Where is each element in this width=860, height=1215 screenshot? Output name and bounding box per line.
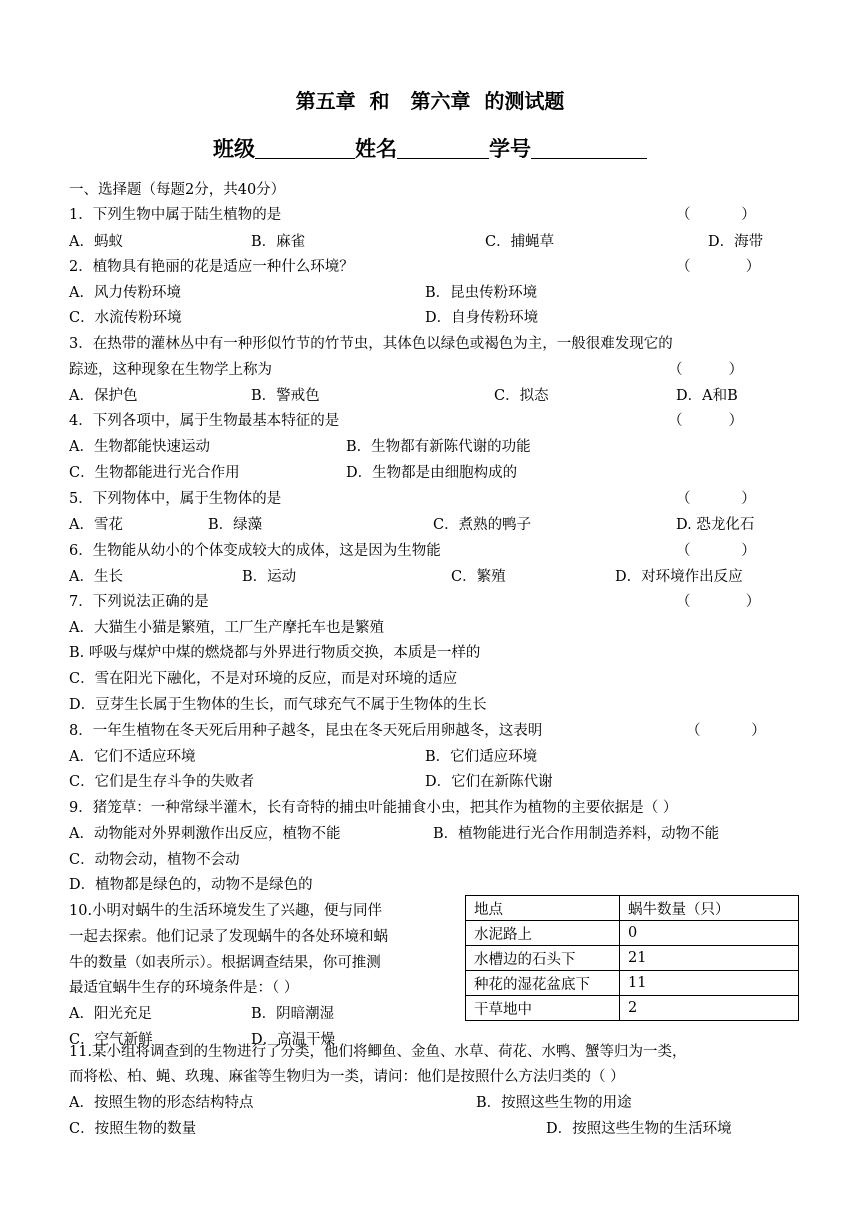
question-5-option-a: A．雪花	[69, 517, 123, 533]
question-5-option-b: B．绿藻	[208, 517, 263, 533]
question-9-text: 9．猪笼草：一种常绿半灌木，长有奇特的捕虫叶能捕食小虫，把其作为植物的主要依据是（ ）	[69, 800, 678, 816]
question-4-option-c: C．生物都能进行光合作用	[69, 465, 240, 481]
table-cell-location: 种花的湿花盆底下	[466, 971, 620, 996]
question-7-option-a: A．大猫生小猫是繁殖，工厂生产摩托车也是繁殖	[69, 620, 384, 636]
table-row	[466, 946, 799, 971]
page-title: 第五章 和 第六章 的测试题	[295, 89, 565, 113]
question-8-option-d: D．它们在新陈代谢	[425, 774, 553, 790]
question-1-text: 1．下列生物中属于陆生植物的是	[69, 207, 282, 223]
question-2-option-d: D．自身传粉环境	[425, 310, 539, 326]
question-10-option-a: A．阳光充足	[69, 1006, 152, 1022]
id-label: 学号	[489, 137, 531, 161]
student-info-line	[0, 133, 860, 163]
question-2-text: 2．植物具有艳丽的花是适应一种什么环境？	[69, 259, 354, 275]
id-blank[interactable]	[531, 136, 647, 159]
question-7-option-d: D．豆芽生长属于生物体的生长，而气球充气不属于生物体的生长	[69, 697, 487, 713]
question-1-answer[interactable]: （ ）	[676, 207, 756, 223]
table-header-row	[466, 896, 799, 921]
question-2-option-b: B．昆虫传粉环境	[425, 285, 538, 301]
question-1-option-d: D．海带	[708, 234, 764, 250]
class-blank[interactable]	[255, 136, 355, 159]
question-10-option-d: D．高温干燥	[251, 1032, 336, 1048]
question-8-option-a: A．它们不适应环境	[69, 749, 196, 765]
question-10-option-b: B．阴暗潮湿	[251, 1006, 335, 1022]
question-5-text: 5．下列物体中，属于生物体的是	[69, 491, 282, 507]
question-5-option-c: C．煮熟的鸭子	[433, 517, 532, 533]
question-7-option-b: B. 呼吸与煤炉中煤的燃烧都与外界进行物质交换，本质是一样的	[69, 645, 481, 661]
table-cell-count: 0	[620, 921, 799, 946]
question-4-option-d: D．生物都是由细胞构成的	[346, 465, 518, 481]
question-6-option-c: C．繁殖	[451, 569, 506, 585]
question-6-option-b: B．运动	[242, 569, 297, 585]
table-header-location: 地点	[466, 896, 620, 921]
table-row	[466, 921, 799, 946]
section-heading: 一、选择题（每题2分，共40分）	[69, 182, 286, 198]
question-2-answer[interactable]: （ ）	[676, 259, 761, 275]
question-11-option-c: C．按照生物的数量	[69, 1121, 197, 1137]
question-10-option-c: C．空气新鲜	[69, 1032, 153, 1048]
table-cell-count: 11	[620, 971, 799, 996]
question-11-text-line-2: 而将松、柏、蝇、玖瑰、麻雀等生物归为一类，请问：他们是按照什么方法归类的（ ）	[69, 1069, 625, 1085]
question-11-text-line-1: 11.某小组将调查到的生物进行了分类，他们将鲫鱼、金鱼、水草、荷花、水鸭、蟹等归为一类，	[69, 1044, 687, 1060]
class-label: 班级	[213, 137, 255, 161]
question-6-text: 6．生物能从幼小的个体变成较大的成体，这是因为生物能	[69, 543, 441, 559]
question-4-answer[interactable]: （ ）	[668, 413, 744, 429]
question-9-option-b: B．植物能进行光合作用制造养料，动物不能	[433, 826, 720, 842]
question-6-option-a: A．生长	[69, 569, 123, 585]
question-8-text: 8．一年生植物在冬天死后用种子越冬，昆虫在冬天死后用卵越冬，这表明	[69, 723, 543, 739]
question-1-option-a: A．蚂蚁	[69, 234, 123, 250]
question-9-option-a: A．动物能对外界刺激作出反应，植物不能	[69, 826, 341, 842]
question-2-option-a: A．风力传粉环境	[69, 285, 181, 301]
question-11-option-b: B．按照这些生物的用途	[476, 1095, 632, 1111]
table-cell-location: 干草地中	[466, 996, 620, 1021]
question-8-option-b: B．它们适应环境	[425, 749, 538, 765]
question-5-answer[interactable]: （ ）	[676, 491, 756, 507]
name-blank[interactable]	[397, 136, 489, 159]
question-4-text: 4．下列各项中，属于生物最基本特征的是	[69, 413, 340, 429]
question-1-option-c: C．捕蝇草	[485, 234, 555, 250]
question-10-text-line-3: 牛的数量（如表所示）。根据调查结果，你可推测	[69, 955, 381, 971]
question-3-option-b: B．警戒色	[251, 388, 320, 404]
question-9-option-c: C．动物会动，植物不会动	[69, 852, 240, 868]
question-5-option-d: D. 恐龙化石	[676, 517, 755, 533]
question-9-option-d: D．植物都是绿色的，动物不是绿色的	[69, 877, 313, 893]
table-cell-count: 21	[620, 946, 799, 971]
name-label: 姓名	[355, 137, 397, 161]
question-11-option-d: D．按照这些生物的生活环境	[546, 1121, 732, 1137]
question-10-text-line-1: 10.小明对蜗牛的生活环境发生了兴趣，便与同伴	[69, 903, 383, 919]
table-cell-count: 2	[620, 996, 799, 1021]
question-7-text: 7．下列说法正确的是	[69, 594, 209, 610]
question-6-option-d: D．对环境作出反应	[615, 569, 743, 585]
table-row	[466, 996, 799, 1021]
question-3-option-c: C．拟态	[494, 388, 549, 404]
question-6-answer[interactable]: （ ）	[676, 543, 756, 559]
question-3-text-line-2: 踪迹，这种现象在生物学上称为	[69, 362, 272, 378]
question-4-option-b: B．生物都有新陈代谢的功能	[346, 439, 531, 455]
question-3-option-a: A．保护色	[69, 388, 138, 404]
question-7-option-c: C．雪在阳光下融化，不是对环境的反应，而是对环境的适应	[69, 671, 458, 687]
table-row	[466, 971, 799, 996]
question-7-answer[interactable]: （ ）	[676, 594, 761, 610]
table-header-count: 蜗牛数量（只）	[620, 896, 799, 921]
question-8-option-c: C．它们是生存斗争的失败者	[69, 774, 255, 790]
question-2-option-c: C．水流传粉环境	[69, 310, 182, 326]
question-11-option-a: A．按照生物的形态结构特点	[69, 1095, 254, 1111]
question-10-text-line-4: 最适宜蜗牛生存的环境条件是：（ ）	[69, 980, 299, 996]
question-1-option-b: B．麻雀	[251, 234, 306, 250]
question-3-answer[interactable]: （ ）	[668, 362, 744, 378]
question-10-text-line-2: 一起去探索。他们记录了发现蜗牛的各处环境和蜗	[69, 929, 388, 945]
question-8-answer[interactable]: （ ）	[686, 723, 766, 739]
snail-survey-table	[465, 895, 799, 1021]
table-cell-location: 水泥路上	[466, 921, 620, 946]
question-3-text-line-1: 3．在热带的灌林丛中有一种形似竹节的竹节虫，其体色以绿色或褐色为主，一般很难发现它的	[69, 336, 673, 352]
question-3-option-d: D．A和B	[676, 388, 738, 404]
table-cell-location: 水槽边的石头下	[466, 946, 620, 971]
question-4-option-a: A．生物都能快速运动	[69, 439, 210, 455]
